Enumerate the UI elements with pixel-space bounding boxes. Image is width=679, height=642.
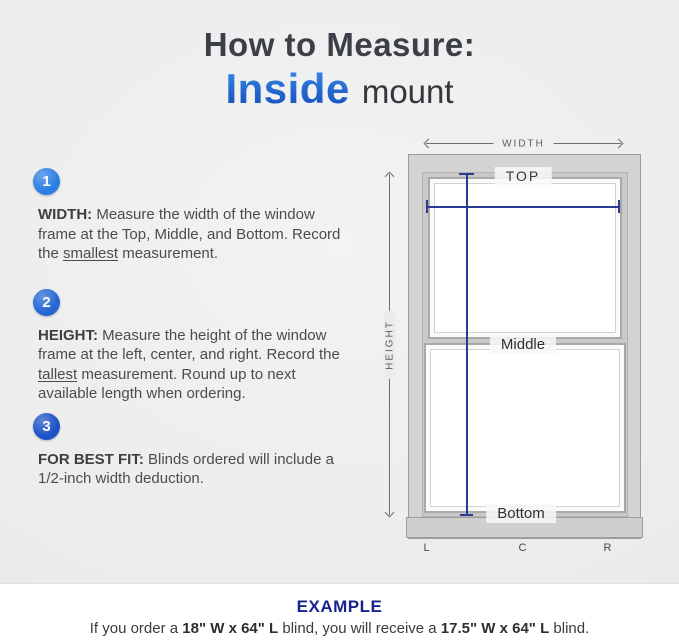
window-bottom-sash	[424, 343, 626, 513]
step-1-body: Measure the width of the window frame at the Top, Middle, and Bottom. Record the	[38, 206, 341, 262]
example-ordered-size: 18" W x 64" L	[182, 620, 279, 637]
step-3-number-badge: 3	[33, 413, 60, 440]
title-line-2	[0, 65, 679, 113]
step-1-number-badge: 1	[33, 168, 60, 195]
title-rest-mount: mount	[361, 73, 454, 110]
example-part-1: If you order a	[89, 620, 183, 637]
marker-right: R	[603, 542, 613, 554]
step-1-body-end: measurement.	[118, 245, 219, 262]
height-measure-cap-top	[459, 173, 474, 175]
step-2-body: Measure the height of the window frame at the left, center, and right. Record the	[38, 326, 340, 363]
example-part-5: blind.	[549, 620, 590, 637]
step-1-text	[38, 205, 345, 264]
height-dimension-arrow	[384, 172, 396, 517]
window-diagram	[380, 135, 665, 580]
example-part-3: blind, you will receive a	[278, 620, 441, 637]
page-title	[0, 26, 679, 113]
step-2-lead: HEIGHT:	[38, 326, 98, 344]
arrow-left-icon	[424, 139, 434, 149]
step-1-underlined-word: smallest	[63, 245, 119, 262]
height-dimension-label: HEIGHT	[385, 311, 396, 379]
step-2-body-end: measurement. Round up to next available length when ordering.	[38, 365, 296, 402]
step-3-lead: FOR BEST FIT:	[38, 450, 144, 468]
arrow-right-icon	[614, 139, 624, 149]
step-3-body: Blinds ordered will include a 1/2-inch width deduction.	[38, 450, 334, 487]
width-dimension-label: WIDTH	[493, 139, 554, 150]
width-dimension-arrow	[424, 138, 623, 150]
step-3	[33, 413, 345, 489]
width-measure-line	[427, 206, 620, 208]
arrow-up-icon	[385, 172, 395, 182]
marker-left: L	[423, 542, 431, 554]
arrow-down-icon	[385, 508, 395, 518]
step-1	[33, 168, 345, 264]
example-heading: EXAMPLE	[296, 597, 383, 616]
width-measure-cap-left	[426, 200, 428, 213]
middle-position-label: Middle	[490, 335, 556, 354]
step-1-lead: WIDTH:	[38, 206, 93, 223]
step-2	[33, 289, 345, 404]
title-line-1: How to Measure:	[203, 26, 476, 63]
height-measure-line	[466, 174, 468, 516]
width-measure-cap-right	[618, 200, 620, 213]
step-2-text	[38, 326, 345, 404]
example-section	[0, 584, 679, 642]
window-top-sash	[428, 177, 622, 339]
example-text	[0, 620, 679, 637]
step-2-underlined-word: tallest	[38, 365, 78, 383]
height-measure-cap-bottom	[460, 514, 473, 516]
step-3-text	[38, 450, 345, 489]
title-accent-inside: Inside	[225, 65, 350, 112]
marker-center: C	[518, 542, 528, 554]
instruction-steps	[33, 168, 345, 489]
bottom-sash-glass	[430, 349, 620, 507]
bottom-position-label: Bottom	[486, 504, 556, 523]
top-position-label: TOP	[495, 167, 552, 185]
example-received-size: 17.5" W x 64" L	[440, 620, 550, 637]
step-2-number-badge: 2	[33, 289, 60, 316]
